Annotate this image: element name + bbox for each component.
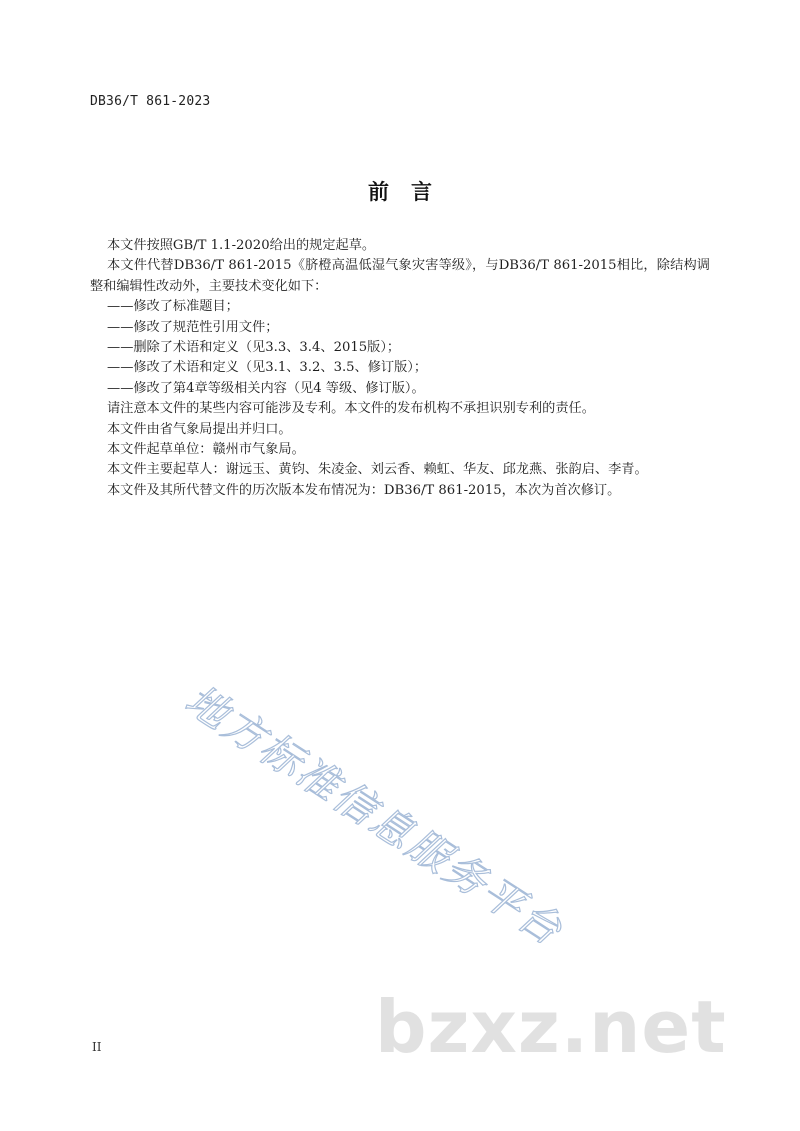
watermark-site-text: bzxz.net bbox=[375, 985, 727, 1069]
paragraph-replaces: 本文件代替DB36/T 861-2015《脐橙高温低湿气象灾害等级》，与DB36/T 861-2015相比，除结构调整和编辑性改动外，主要技术变化如下： bbox=[90, 258, 710, 294]
paragraph-drafting-unit: 本文件起草单位：赣州市气象局。 bbox=[107, 442, 305, 458]
document-code: DB36/T 861-2023 bbox=[90, 94, 211, 109]
change-item: ——修改了标准题目； bbox=[107, 299, 239, 315]
paragraph-proposer: 本文件由省气象局提出并归口。 bbox=[107, 421, 292, 437]
page-title: 前言 bbox=[368, 180, 454, 204]
paragraph-version-history: 本文件及其所代替文件的历次版本发布情况为：DB36/T 861-2015，本次为首次修订。 bbox=[107, 482, 621, 498]
paragraph-drafters: 本文件主要起草人：谢远玉、黄钧、朱凌金、刘云香、赖虹、华友、邱龙燕、张韵启、李青。 bbox=[107, 462, 648, 478]
change-item: ——删除了术语和定义（见3.3、3.4、2015版）； bbox=[107, 340, 401, 356]
watermark-platform-text: 地方标准信息服务平台 bbox=[176, 675, 573, 956]
foreword-body bbox=[90, 236, 710, 501]
change-item: ——修改了规范性引用文件； bbox=[107, 319, 279, 335]
page-number: II bbox=[92, 1040, 102, 1054]
paragraph-drafting-rules: 本文件按照GB/T 1.1-2020给出的规定起草。 bbox=[107, 238, 376, 253]
change-item: ——修改了第4章等级相关内容（见4 等级、修订版）。 bbox=[107, 380, 425, 396]
paragraph-patent-notice: 请注意本文件的某些内容可能涉及专利。本文件的发布机构不承担识别专利的责任。 bbox=[107, 401, 595, 417]
change-item: ——修改了术语和定义（见3.1、3.2、3.5、修订版）； bbox=[107, 360, 428, 376]
